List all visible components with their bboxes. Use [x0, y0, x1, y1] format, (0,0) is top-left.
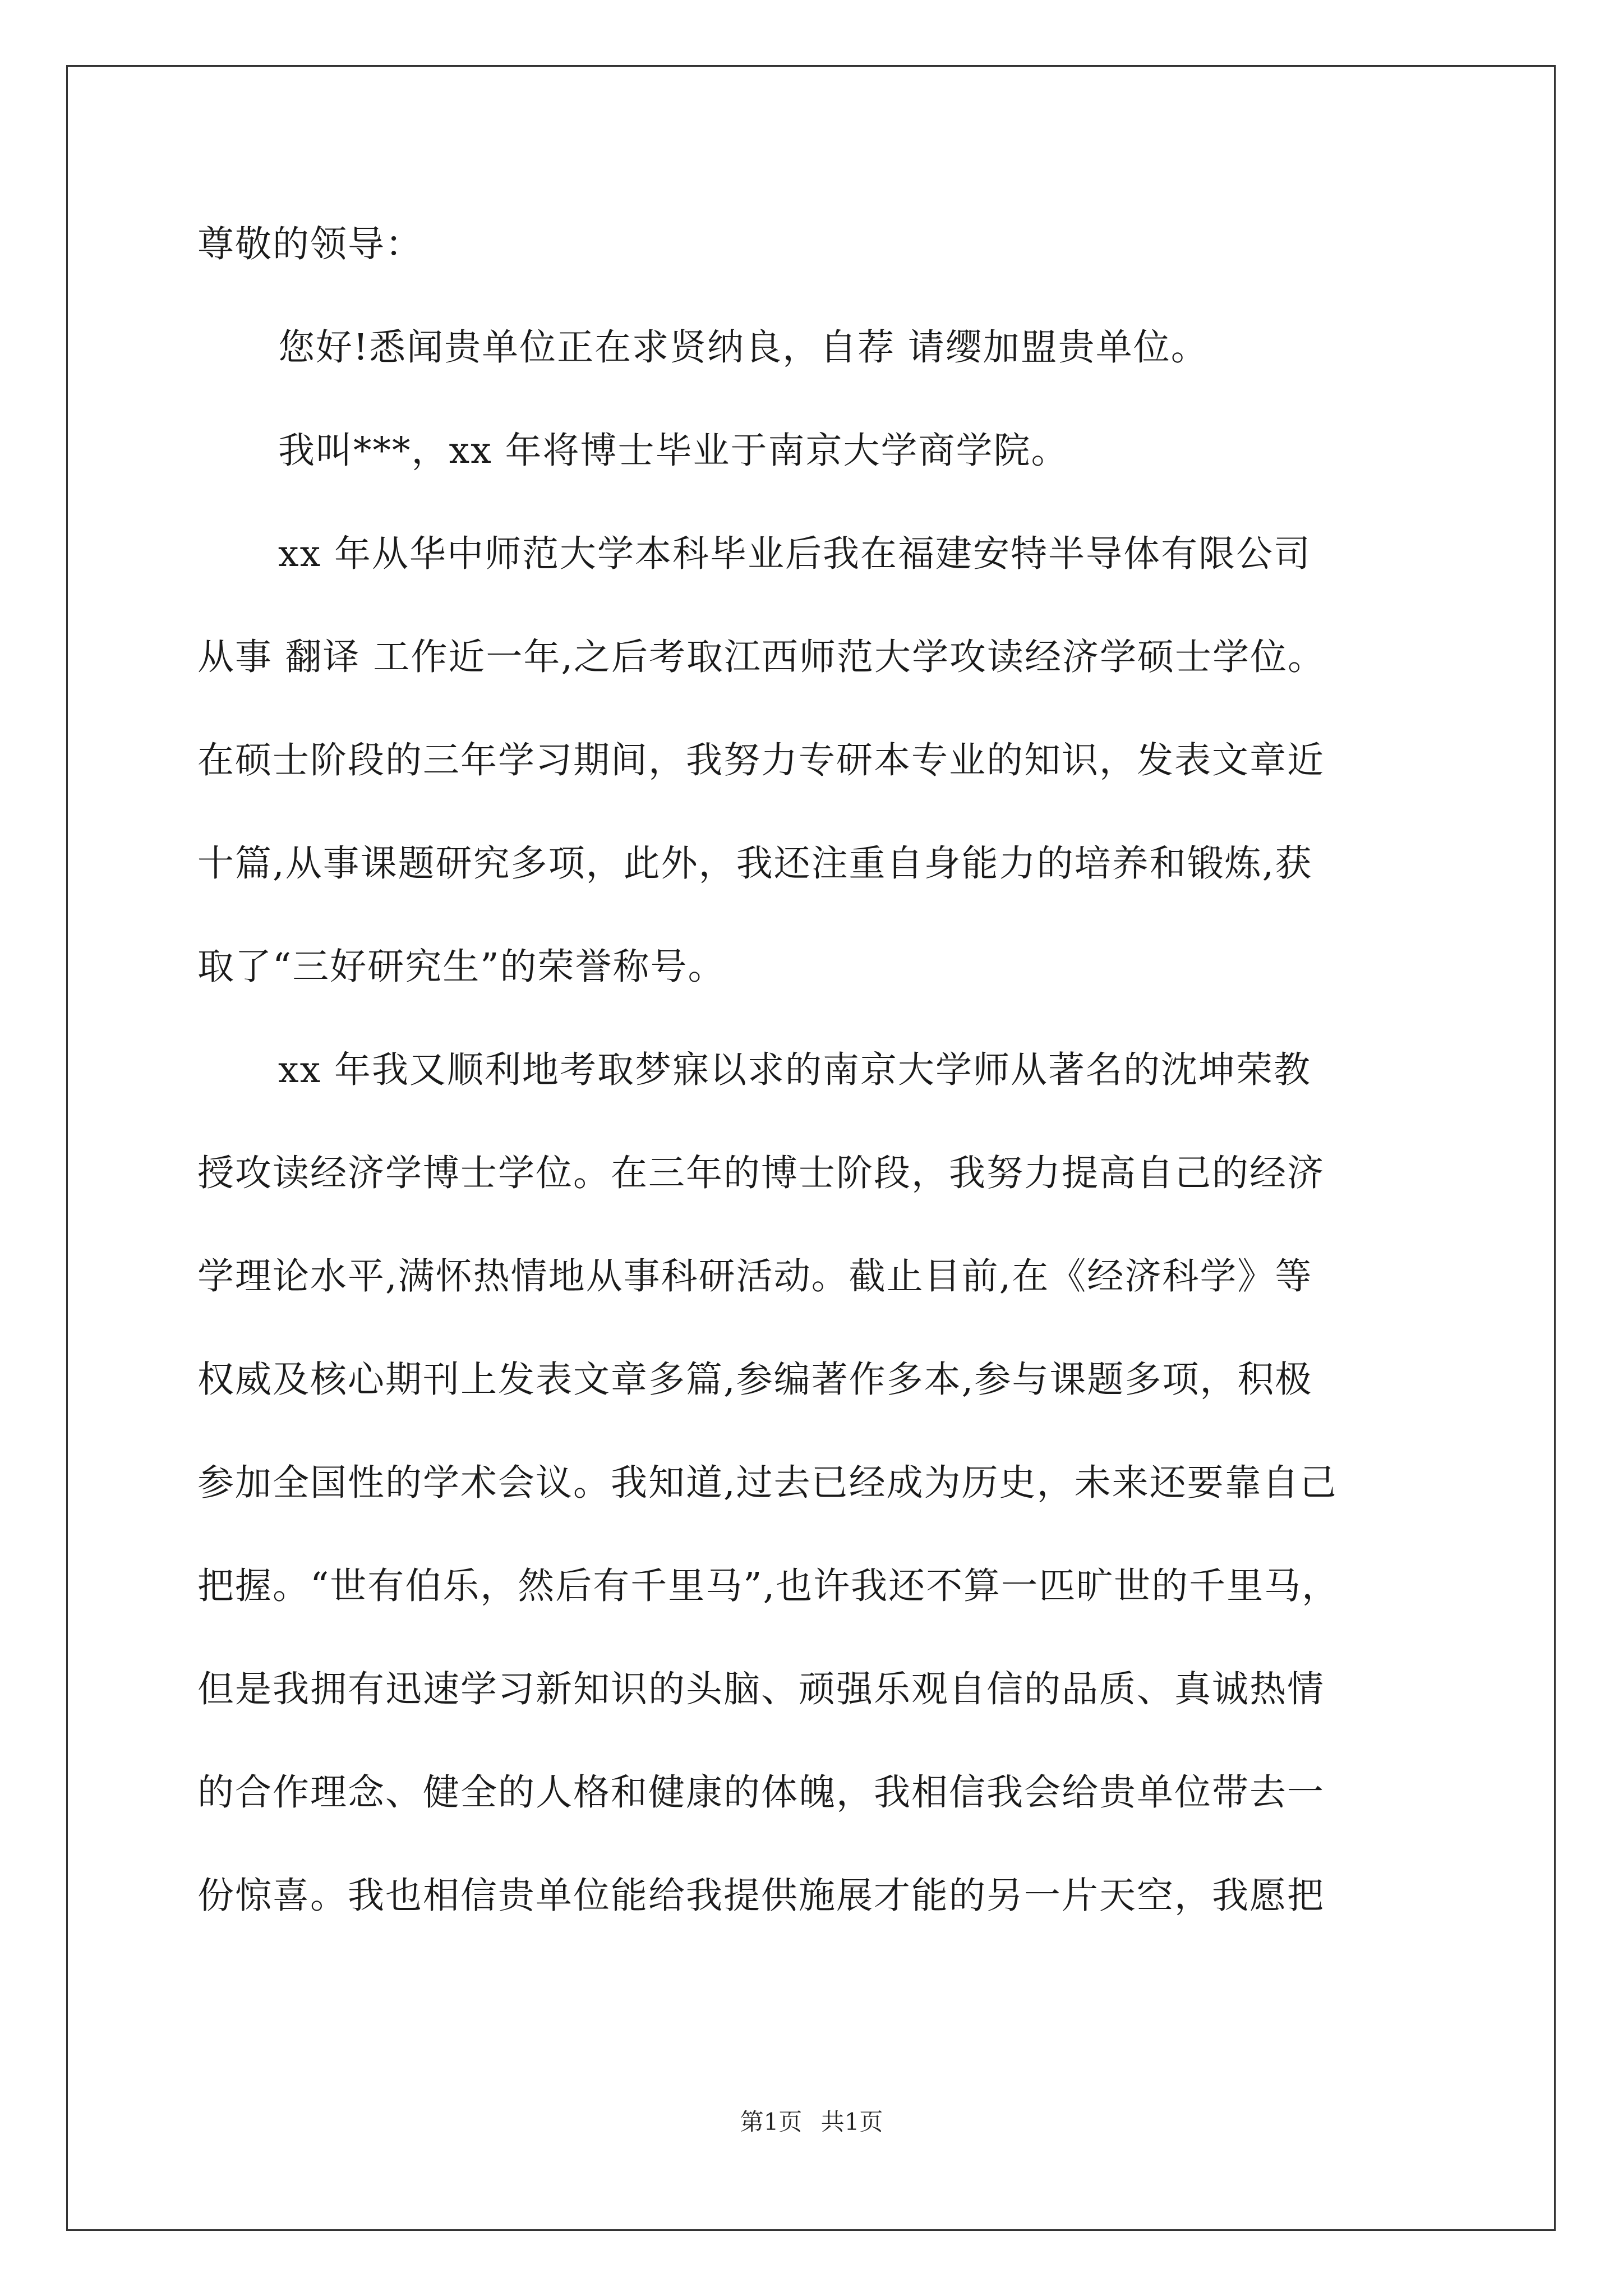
text-line: 取了“三好研究生”的荣誉称号。 — [197, 946, 726, 988]
text-line: 我叫***，xx 年将博士毕业于南京大学商学院。 — [278, 430, 1069, 472]
text-line: 但是我拥有迅速学习新知识的头脑、顽强乐观自信的品质、真诚热情 — [197, 1668, 1325, 1710]
text-line: 份惊喜。我也相信贵单位能给我提供施展才能的另一片天空，我愿把 — [197, 1875, 1325, 1917]
salutation: 尊敬的领导： — [197, 223, 423, 265]
text-line: 十篇,从事课题研究多项，此外，我还注重自身能力的培养和锻炼,获 — [197, 843, 1313, 885]
text-line: 从事 翻译 工作近一年,之后考取江西师范大学攻读经济学硕士学位。 — [197, 636, 1325, 678]
text-line: 参加全国性的学术会议。我知道,过去已经成为历史，未来还要靠自己 — [197, 1462, 1338, 1504]
text-line: 授攻读经济学博士学位。在三年的博士阶段，我努力提高自己的经济 — [197, 1152, 1325, 1194]
text-line: 的合作理念、健全的人格和健康的体魄，我相信我会给贵单位带去一 — [197, 1772, 1325, 1814]
text-line: xx 年从华中师范大学本科毕业后我在福建安特半导体有限公司 — [278, 533, 1311, 575]
page-total: 共1页 — [820, 2108, 883, 2136]
text-line: 在硕士阶段的三年学习期间，我努力专研本专业的知识，发表文章近 — [197, 739, 1325, 781]
text-line: 学理论水平,满怀热情地从事科研活动。截止目前,在《经济科学》等 — [197, 1255, 1313, 1297]
text-line: 权威及核心期刊上发表文章多篇,参编著作多本,参与课题多项，积极 — [197, 1359, 1313, 1401]
page-footer — [0, 2108, 1623, 2136]
page-number: 第1页 — [740, 2108, 803, 2136]
text-line: xx 年我又顺利地考取梦寐以求的南京大学师从著名的沈坤荣教 — [278, 1049, 1311, 1091]
text-line: 把握。“世有伯乐，然后有千里马”,也许我还不算一匹旷世的千里马， — [197, 1565, 1340, 1607]
text-line: 您好!悉闻贵单位正在求贤纳良，自荐 请缨加盟贵单位。 — [278, 326, 1209, 369]
